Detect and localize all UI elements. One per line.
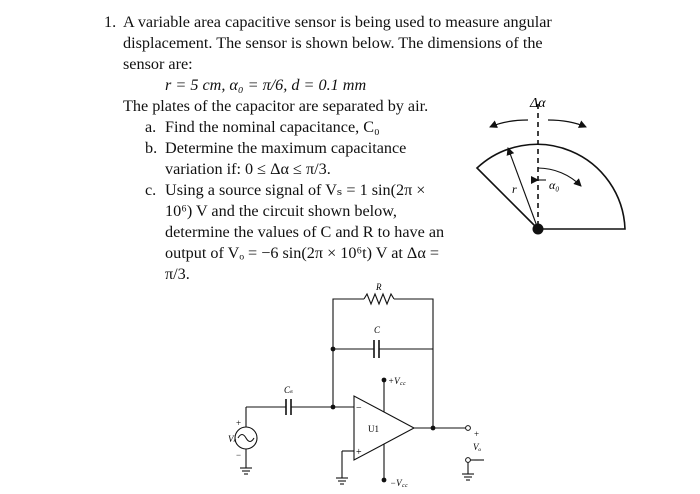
intro-line-2: displacement. The sensor is shown below. The dimensions of the	[123, 34, 543, 52]
vcc-pos-terminal	[382, 378, 387, 383]
source-plus-sign: +	[236, 418, 242, 428]
output-terminal-bottom	[466, 458, 471, 463]
part-a-line-1: Find the nominal capacitance, C₀	[165, 118, 380, 136]
sine-wave-icon	[238, 435, 254, 442]
resistor-r-label: R	[376, 282, 382, 292]
part-c-line-3: determine the values of C and R to have an	[165, 223, 445, 241]
vcc-neg-terminal	[382, 478, 387, 483]
output-terminal-top	[466, 426, 471, 431]
junction-dot-output	[431, 426, 436, 431]
opamp-u1-label: U1	[368, 424, 379, 434]
part-b-line-1: Determine the maximum capacitance	[165, 139, 407, 157]
problem-number: 1.	[104, 13, 117, 31]
ground-symbol-source	[240, 468, 252, 474]
opamp-noninverting-sign: +	[356, 447, 362, 458]
delta-alpha-label: Δα	[530, 96, 546, 111]
vcc-pos-label: +V꜀꜀	[388, 376, 406, 386]
source-minus-sign: −	[236, 450, 242, 460]
part-c-line-2: 10⁶) V and the circuit shown below,	[165, 202, 397, 220]
part-b-line-2: variation if: 0 ≤ Δα ≤ π/3.	[165, 160, 331, 178]
feedback-wire-right	[394, 299, 433, 430]
part-b-label: b.	[145, 139, 158, 157]
dimensions-line: r = 5 cm, α₀ = π/6, d = 0.1 mm	[165, 76, 367, 94]
vo-label: Vₒ	[473, 442, 482, 452]
source-vs-label: Vₛ	[228, 434, 237, 444]
part-c-line-4: output of Vₒ = −6 sin(2π × 10⁶t) V at Δα =	[165, 244, 439, 262]
capacitor-cs-label: Cₛ	[284, 385, 294, 395]
vo-minus-sign: −	[474, 455, 480, 465]
part-a-label: a.	[145, 118, 157, 136]
feedback-wire-left	[333, 299, 364, 407]
vo-plus-sign: +	[474, 429, 480, 439]
opamp-inverting-sign: −	[356, 403, 362, 414]
junction-dot-c-left	[331, 347, 336, 352]
junction-dot-inverting	[331, 405, 336, 410]
radius-label: r	[512, 182, 517, 196]
vcc-neg-label: −V꜀꜀	[390, 478, 408, 488]
part-c-line-5: π/3.	[165, 265, 190, 283]
part-c-line-1: Using a source signal of Vₛ = 1 sin(2π ×	[165, 181, 426, 199]
alpha0-label: α₀	[549, 178, 560, 192]
intro-line-3: sensor are:	[123, 55, 193, 73]
capacitor-c-label: C	[374, 325, 381, 335]
resistor-r	[364, 294, 394, 304]
part-c-label: c.	[145, 181, 157, 199]
intro-line-1: A variable area capacitive sensor is being used to measure angular	[123, 13, 552, 31]
ground-symbol-output	[462, 474, 474, 480]
ground-symbol-noninverting	[336, 478, 348, 484]
air-line: The plates of the capacitor are separated by air.	[123, 97, 429, 115]
